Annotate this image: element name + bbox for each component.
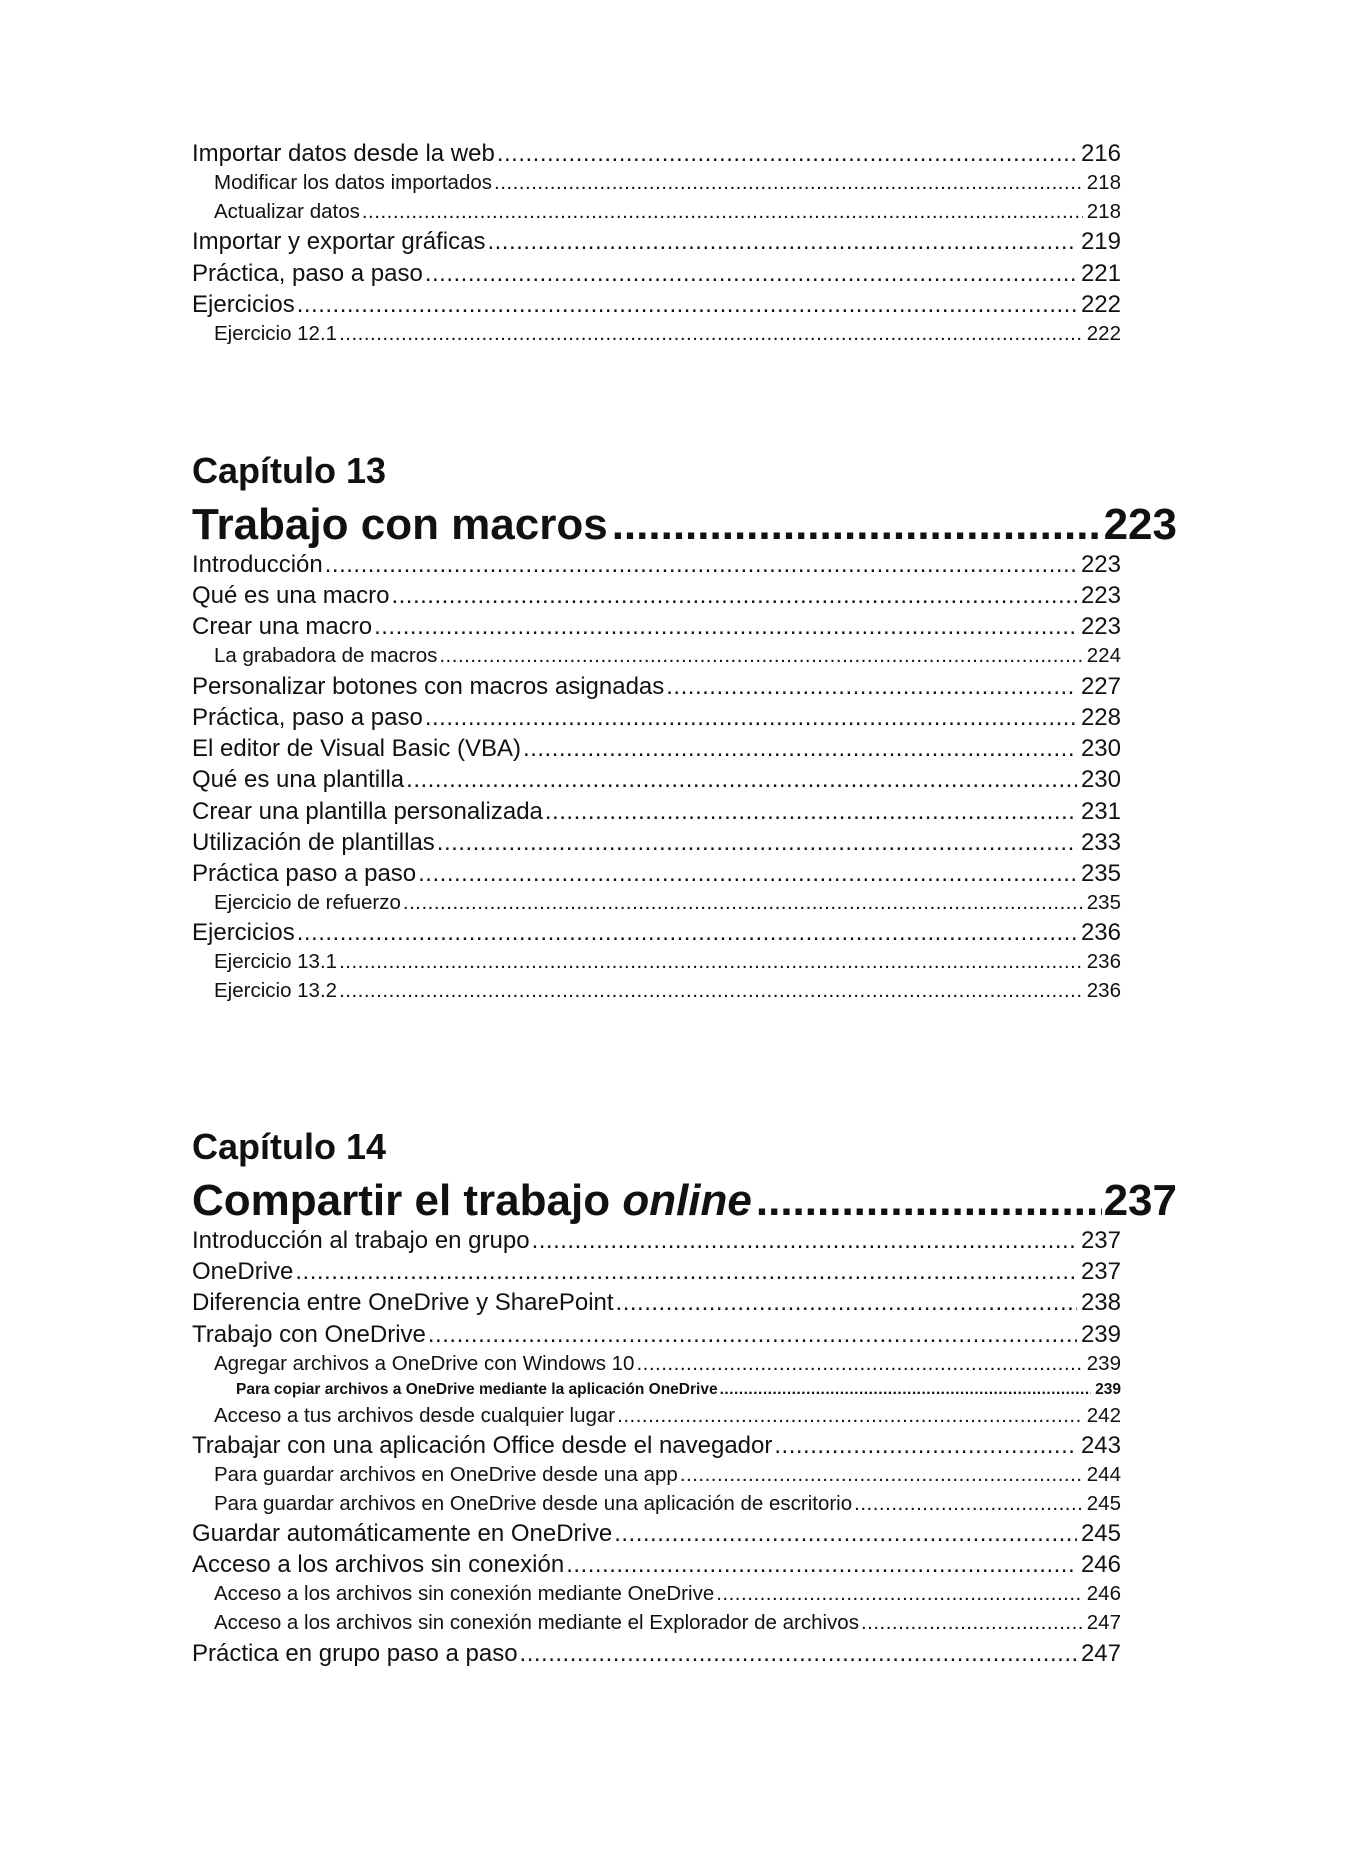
toc-entry[interactable] [192, 950, 1121, 974]
toc-leader-dots [297, 919, 1077, 947]
toc-entry-label: Ejercicio de refuerzo [214, 891, 401, 914]
chapter-label: Capítulo 13 [192, 450, 387, 491]
toc-page-number: 239 [1095, 1381, 1121, 1398]
toc-leader-dots [418, 860, 1077, 888]
toc-page-number: 247 [1080, 1640, 1121, 1667]
toc-page-number: 222 [1080, 291, 1121, 318]
toc-entry-label: Para guardar archivos en OneDrive desde una aplicación de escritorio [214, 1492, 853, 1515]
toc-entry[interactable] [192, 673, 1121, 701]
toc-leader-dots [861, 1611, 1083, 1635]
toc-entry[interactable] [192, 1492, 1121, 1516]
toc-entry-label: Para guardar archivos en OneDrive desde una app [214, 1463, 678, 1486]
toc-entry-label: Crear una macro [192, 613, 373, 640]
toc-entry[interactable] [192, 171, 1121, 195]
toc-page-number: 239 [1086, 1352, 1121, 1375]
toc-entry-label: Ejercicios [192, 919, 295, 946]
toc-entry[interactable] [192, 228, 1121, 256]
toc-page-number: 235 [1080, 860, 1121, 887]
toc-page-number: 231 [1080, 798, 1121, 825]
toc-leader-dots [680, 1463, 1083, 1487]
toc-entry-label: Acceso a tus archivos desde cualquier lugar [214, 1404, 616, 1427]
toc-entry-label: Guardar automáticamente en OneDrive [192, 1520, 613, 1547]
toc-entry[interactable] [192, 1227, 1121, 1255]
toc-leader-dots [612, 500, 1102, 550]
toc-page-number: 245 [1086, 1492, 1121, 1515]
toc-entry-label: Agregar archivos a OneDrive con Windows 10 [214, 1352, 635, 1375]
toc-leader-dots [325, 551, 1077, 579]
toc-entry-label: Introducción al trabajo en grupo [192, 1227, 530, 1254]
toc-entry[interactable] [192, 735, 1121, 763]
toc-page-number: 230 [1080, 766, 1121, 793]
toc-leader-dots [666, 673, 1077, 701]
toc-entry[interactable] [192, 1321, 1121, 1349]
toc-leader-dots [339, 322, 1083, 346]
toc-entry[interactable] [192, 291, 1121, 319]
toc-entry-label: Personalizar botones con macros asignadas [192, 673, 665, 700]
toc-leader-dots [523, 735, 1077, 763]
toc-entry[interactable] [192, 1432, 1121, 1460]
toc-page-number: 245 [1080, 1520, 1121, 1547]
chapter-title-text [192, 1176, 756, 1226]
toc-leader-dots [428, 1321, 1077, 1349]
toc-entry[interactable] [192, 704, 1121, 732]
toc-page-number: 247 [1086, 1611, 1121, 1634]
toc-leader-dots [566, 1551, 1077, 1579]
toc-page-number: 218 [1086, 200, 1121, 223]
toc-page-number: 243 [1080, 1432, 1121, 1459]
toc-page-number: 223 [1080, 613, 1121, 640]
toc-leader-dots [374, 613, 1077, 641]
toc-entry[interactable] [192, 919, 1121, 947]
toc-entry-label: Modificar los datos importados [214, 171, 493, 194]
toc-entry-label: Introducción [192, 551, 323, 578]
chapter-page-number: 237 [1103, 1176, 1177, 1225]
toc-entry-label: Para copiar archivos a OneDrive mediante la aplicación OneDrive [236, 1381, 718, 1398]
toc-page-number: 216 [1080, 140, 1121, 167]
toc-entry-label: Crear una plantilla personalizada [192, 798, 543, 825]
toc-entry[interactable] [192, 200, 1121, 224]
toc-entry-label: La grabadora de macros [214, 644, 438, 667]
toc-page-number: 237 [1080, 1258, 1121, 1285]
toc-entry[interactable] [192, 1381, 1121, 1399]
toc-entry[interactable] [192, 891, 1121, 915]
toc-leader-dots [636, 1352, 1082, 1376]
toc-entry[interactable] [192, 1404, 1121, 1428]
toc-entry-label: Ejercicio 13.2 [214, 979, 338, 1002]
toc-page-number: 242 [1086, 1404, 1121, 1427]
chapter-page-number: 223 [1103, 500, 1177, 549]
toc-leader-dots [532, 1227, 1077, 1255]
toc-entry[interactable] [192, 1352, 1121, 1376]
toc-entry[interactable] [192, 1520, 1121, 1548]
toc-page-number: 233 [1080, 829, 1121, 856]
toc-leader-dots [406, 766, 1077, 794]
toc-page-number: 238 [1080, 1289, 1121, 1316]
toc-entry[interactable] [192, 1640, 1121, 1668]
toc-entry-label: Utilización de plantillas [192, 829, 435, 856]
toc-leader-dots [545, 798, 1077, 826]
toc-page-number: 223 [1080, 582, 1121, 609]
toc-page-number: 221 [1080, 260, 1121, 287]
toc-page-number: 239 [1080, 1321, 1121, 1348]
toc-entry[interactable] [192, 1258, 1121, 1286]
toc-leader-dots [391, 582, 1077, 610]
toc-entry-label: Qué es una plantilla [192, 766, 405, 793]
toc-page-number: 223 [1080, 551, 1121, 578]
toc-page-number: 246 [1086, 1582, 1121, 1605]
toc-page-number: 236 [1086, 950, 1121, 973]
toc-leader-dots [339, 979, 1083, 1003]
toc-leader-dots [362, 200, 1083, 224]
toc-page-number: 236 [1086, 979, 1121, 1002]
toc-entry[interactable] [192, 140, 1121, 168]
toc-page-number: 230 [1080, 735, 1121, 762]
toc-leader-dots [854, 1492, 1083, 1516]
toc-entry[interactable] [192, 979, 1121, 1003]
chapter-title[interactable] [192, 500, 1177, 550]
toc-leader-dots [403, 891, 1083, 915]
toc-page-number: 244 [1086, 1463, 1121, 1486]
toc-entry-label: Ejercicios [192, 291, 295, 318]
toc-leader-dots [716, 1582, 1083, 1606]
toc-page-number: 222 [1086, 322, 1121, 345]
toc-leader-dots [425, 260, 1077, 288]
toc-leader-dots [756, 1176, 1102, 1226]
toc-entry-label: Práctica en grupo paso a paso [192, 1640, 518, 1667]
toc-entry[interactable] [192, 582, 1121, 610]
chapter-label: Capítulo 14 [192, 1126, 387, 1167]
toc-leader-dots [487, 228, 1077, 256]
toc-leader-dots [425, 704, 1077, 732]
toc-leader-dots [437, 829, 1077, 857]
toc-leader-dots [295, 1258, 1077, 1286]
toc-leader-dots [774, 1432, 1077, 1460]
chapter-title-italic: online [622, 1176, 752, 1225]
toc-entry-label: Acceso a los archivos sin conexión [192, 1551, 565, 1578]
toc-page-number: 246 [1080, 1551, 1121, 1578]
toc-entry[interactable] [192, 1463, 1121, 1487]
toc-entry-label: Trabajo con OneDrive [192, 1321, 426, 1348]
toc-entry[interactable] [192, 1551, 1121, 1579]
toc-entry[interactable] [192, 551, 1121, 579]
toc-page-number: 227 [1080, 673, 1121, 700]
toc-entry-label: Trabajar con una aplicación Office desde el navegador [192, 1432, 773, 1459]
toc-entry-label: El editor de Visual Basic (VBA) [192, 735, 522, 762]
toc-entry-label: Práctica, paso a paso [192, 704, 423, 731]
toc-entry[interactable] [192, 1582, 1121, 1606]
toc-page-number: 228 [1080, 704, 1121, 731]
toc-entry-label: Ejercicio 13.1 [214, 950, 338, 973]
toc-leader-dots [614, 1520, 1077, 1548]
chapter-title-main: Compartir el trabajo [192, 1176, 623, 1225]
toc-entry-label: Práctica, paso a paso [192, 260, 423, 287]
toc-entry[interactable] [192, 798, 1121, 826]
toc-page-number: 237 [1080, 1227, 1121, 1254]
toc-leader-dots [439, 644, 1082, 668]
toc-entry-label: Actualizar datos [214, 200, 360, 223]
toc-entry[interactable] [192, 829, 1121, 857]
toc-leader-dots [497, 140, 1077, 168]
toc-entry[interactable] [192, 322, 1121, 346]
toc-page-number: 235 [1086, 891, 1121, 914]
toc-entry[interactable] [192, 1611, 1121, 1635]
toc-entry[interactable] [192, 613, 1121, 641]
toc-entry[interactable] [192, 860, 1121, 888]
toc-leader-dots [616, 1289, 1077, 1317]
chapter-title-text: Trabajo con macros [192, 500, 608, 549]
toc-entry-label: Práctica paso a paso [192, 860, 417, 887]
chapter-title[interactable] [192, 1176, 1177, 1226]
toc-entry-label: Acceso a los archivos sin conexión mediante OneDrive [214, 1582, 715, 1605]
toc-entry[interactable] [192, 1289, 1121, 1317]
toc-page-number: 218 [1086, 171, 1121, 194]
toc-entry[interactable] [192, 644, 1121, 668]
toc-entry-label: Diferencia entre OneDrive y SharePoint [192, 1289, 614, 1316]
toc-entry-label: OneDrive [192, 1258, 294, 1285]
toc-entry-label: Importar datos desde la web [192, 140, 495, 167]
toc-leader-dots [297, 291, 1077, 319]
toc-page-number: 236 [1080, 919, 1121, 946]
toc-leader-dots [720, 1381, 1092, 1399]
toc-page-number: 224 [1086, 644, 1121, 667]
toc-entry-label: Ejercicio 12.1 [214, 322, 338, 345]
toc-leader-dots [339, 950, 1083, 974]
toc-entry-label: Acceso a los archivos sin conexión mediante el Explorador de archivos [214, 1611, 859, 1634]
toc-entry[interactable] [192, 260, 1121, 288]
toc-entry-label: Qué es una macro [192, 582, 390, 609]
toc-entry-label: Importar y exportar gráficas [192, 228, 486, 255]
toc-entry[interactable] [192, 766, 1121, 794]
toc-leader-dots [494, 171, 1083, 195]
toc-page-number: 219 [1080, 228, 1121, 255]
toc-leader-dots [520, 1640, 1077, 1668]
toc-leader-dots [617, 1404, 1083, 1428]
